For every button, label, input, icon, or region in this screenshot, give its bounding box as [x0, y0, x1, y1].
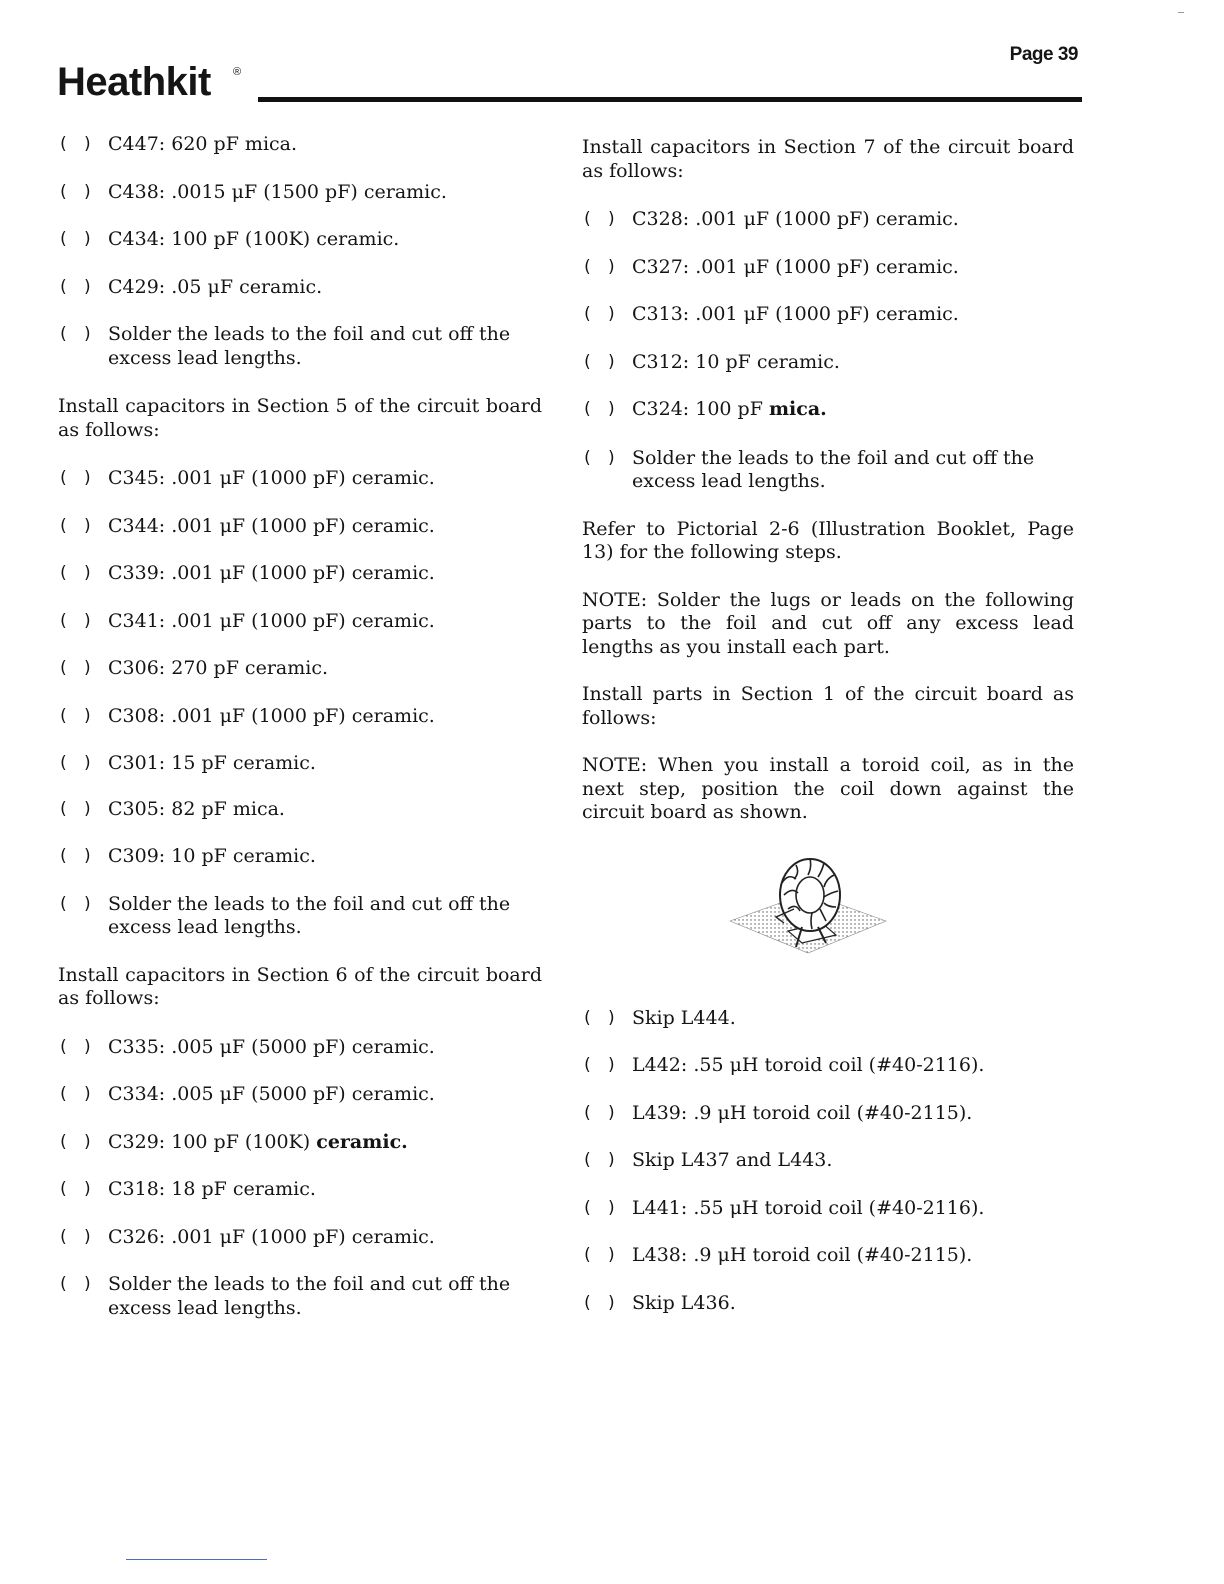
step-text: C345: .001 μF (1000 pF) ceramic.: [108, 467, 435, 489]
step-text: C309: 10 pF ceramic.: [108, 845, 316, 867]
step-text: C313: .001 μF (1000 pF) ceramic.: [632, 303, 959, 325]
step-text: C318: 18 pF ceramic.: [108, 1178, 316, 1200]
checkbox[interactable]: ( ): [58, 324, 95, 344]
footer-rule: [126, 1559, 267, 1560]
toroid-steps: [582, 1007, 1074, 1316]
toroid-coil-icon: [718, 843, 898, 973]
step-solder-d: [582, 447, 1074, 494]
left-column: [58, 133, 542, 1320]
step-c308: [58, 705, 542, 729]
checkbox[interactable]: ( ): [582, 1055, 619, 1075]
step-text: C429: .05 μF ceramic.: [108, 275, 323, 298]
checkbox[interactable]: ( ): [58, 276, 95, 297]
step-l438: [582, 1244, 1074, 1268]
checkbox[interactable]: ( ): [582, 304, 619, 324]
header-rule: [258, 97, 1082, 102]
step-c326: [58, 1226, 542, 1250]
section7-intro: Install capacitors in Section 7 of the circuit board as follows:: [582, 136, 1074, 182]
checkbox[interactable]: ( ): [58, 181, 95, 202]
checkbox[interactable]: ( ): [58, 893, 95, 914]
step-text: C339: .001 μF (1000 pF) ceramic.: [108, 562, 435, 584]
step-text: C438: .0015 μF (1500 pF) ceramic.: [108, 180, 447, 203]
refer-text: Refer to Pictorial 2-6 (Illustration Booklet, Page 13) for the following steps.: [582, 517, 1074, 563]
step-text: C341: .001 μF (1000 pF) ceramic.: [108, 609, 435, 632]
checkbox[interactable]: ( ): [58, 658, 95, 678]
step-c334: [58, 1083, 542, 1107]
step-c305: [58, 798, 542, 822]
step-text: Skip L444.: [632, 1006, 736, 1029]
step-skip-l437: [582, 1149, 1074, 1173]
checkbox[interactable]: ( ): [582, 351, 619, 372]
step-text: C308: .001 μF (1000 pF) ceramic.: [108, 704, 435, 727]
checkbox[interactable]: ( ): [58, 753, 95, 773]
step-text: C327: .001 μF (1000 pF) ceramic.: [632, 255, 959, 278]
step-l442: [582, 1054, 1074, 1078]
right-column: [582, 136, 1074, 1315]
step-text: C434: 100 pF (100K) ceramic.: [108, 228, 400, 250]
step-text: L438: .9 μH toroid coil (#40-2115).: [632, 1244, 973, 1266]
step-skip-l436: [582, 1292, 1074, 1316]
step-c312: [582, 351, 1074, 375]
step-text: C329: 100 pF (100K): [108, 1130, 311, 1153]
checkbox[interactable]: ( ): [582, 1007, 619, 1028]
step-c447: [58, 133, 542, 157]
step-c327: [582, 256, 1074, 280]
section1-intro: Install parts in Section 1 of the circuit board as follows:: [582, 683, 1074, 729]
step-text: C301: 15 pF ceramic.: [108, 752, 316, 774]
step-text: C334: .005 μF (5000 pF) ceramic.: [108, 1083, 435, 1105]
checkbox[interactable]: ( ): [58, 610, 95, 631]
step-c429: [58, 276, 542, 300]
checkbox[interactable]: ( ): [58, 1084, 95, 1104]
checkbox[interactable]: ( ): [58, 468, 95, 488]
checkbox[interactable]: ( ): [582, 256, 619, 277]
checkbox[interactable]: ( ): [58, 1036, 95, 1057]
checkbox[interactable]: ( ): [58, 1131, 95, 1152]
step-c324: [582, 398, 1074, 422]
checkbox[interactable]: ( ): [58, 515, 95, 536]
step-text: Solder the leads to the foil and cut off the excess lead lengths.: [108, 323, 511, 369]
checkbox[interactable]: ( ): [582, 1150, 619, 1170]
step-text: C328: .001 μF (1000 pF) ceramic.: [632, 208, 959, 230]
step-text: L439: .9 μH toroid coil (#40-2115).: [632, 1101, 973, 1124]
step-l441: [582, 1197, 1074, 1221]
registered-mark: ®: [233, 66, 242, 78]
brand-logo: Heathkit: [57, 60, 211, 104]
step-text: C447: 620 pF mica.: [108, 133, 298, 155]
checkbox[interactable]: ( ): [582, 209, 619, 229]
step-c339: [58, 562, 542, 586]
step-c438: [58, 181, 542, 205]
step-solder-c: [58, 1273, 542, 1320]
step-text: L442: .55 μH toroid coil (#40-2116).: [632, 1054, 985, 1076]
step-c434: [58, 228, 542, 252]
step-text: C324: 100 pF: [632, 398, 763, 420]
checkbox[interactable]: ( ): [58, 134, 95, 154]
checkbox[interactable]: ( ): [582, 399, 619, 419]
step-text: Solder the leads to the foil and cut off the excess lead lengths.: [108, 892, 511, 938]
checkbox[interactable]: ( ): [58, 846, 95, 866]
step-text-bold: ceramic.: [316, 1130, 408, 1153]
step-l439: [582, 1102, 1074, 1126]
checkbox[interactable]: ( ): [582, 1102, 619, 1123]
step-solder-a: [58, 323, 542, 370]
step-c335: [58, 1036, 542, 1060]
step-c329: [58, 1131, 542, 1155]
step-skip-l444: [582, 1007, 1074, 1031]
step-text: C312: 10 pF ceramic.: [632, 350, 840, 373]
checkbox[interactable]: ( ): [582, 1292, 619, 1313]
step-solder-b: [58, 893, 542, 940]
step-c344: [58, 515, 542, 539]
toroid-coil-illustration: [718, 843, 898, 973]
section6-intro: Install capacitors in Section 6 of the circuit board as follows:: [58, 963, 542, 1009]
section5-intro: Install capacitors in Section 5 of the circuit board as follows:: [58, 395, 542, 441]
step-c313: [582, 303, 1074, 327]
note-toroid: NOTE: When you install a toroid coil, as in the next step, position the coil down against the circuit board as shown.: [582, 754, 1074, 823]
checkbox[interactable]: ( ): [58, 1274, 95, 1294]
step-text-bold: mica.: [768, 398, 827, 420]
step-text: C305: 82 pF mica.: [108, 797, 285, 820]
step-text: C344: .001 μF (1000 pF) ceramic.: [108, 514, 435, 537]
checkbox[interactable]: ( ): [58, 1179, 95, 1199]
checkbox[interactable]: ( ): [58, 798, 95, 819]
step-c318: [58, 1178, 542, 1202]
checkbox[interactable]: ( ): [58, 705, 95, 726]
step-c306: [58, 657, 542, 681]
scan-mark: [1178, 12, 1184, 13]
step-text: Skip L437 and L443.: [632, 1149, 833, 1171]
checkbox[interactable]: ( ): [582, 1245, 619, 1265]
step-c341: [58, 610, 542, 634]
step-text: Solder the leads to the foil and cut off the excess lead lengths.: [632, 446, 1035, 492]
checkbox[interactable]: ( ): [582, 447, 619, 468]
checkbox[interactable]: ( ): [582, 1197, 619, 1218]
step-c301: [58, 752, 542, 776]
step-text: Skip L436.: [632, 1291, 736, 1314]
step-text: C306: 270 pF ceramic.: [108, 657, 329, 679]
step-text: L441: .55 μH toroid coil (#40-2116).: [632, 1196, 985, 1219]
step-text: C326: .001 μF (1000 pF) ceramic.: [108, 1225, 435, 1248]
step-c309: [58, 845, 542, 869]
checkbox[interactable]: ( ): [58, 563, 95, 583]
checkbox[interactable]: ( ): [58, 1226, 95, 1247]
step-text: Solder the leads to the foil and cut off the excess lead lengths.: [108, 1273, 511, 1319]
note-solder: NOTE: Solder the lugs or leads on the following parts to the foil and cut off any excess lead lengths as you install each part.: [582, 588, 1074, 658]
page-number: Page 39: [1009, 44, 1078, 65]
step-text: C335: .005 μF (5000 pF) ceramic.: [108, 1035, 435, 1058]
step-c345: [58, 467, 542, 491]
checkbox[interactable]: ( ): [58, 229, 95, 249]
step-c328: [582, 208, 1074, 232]
